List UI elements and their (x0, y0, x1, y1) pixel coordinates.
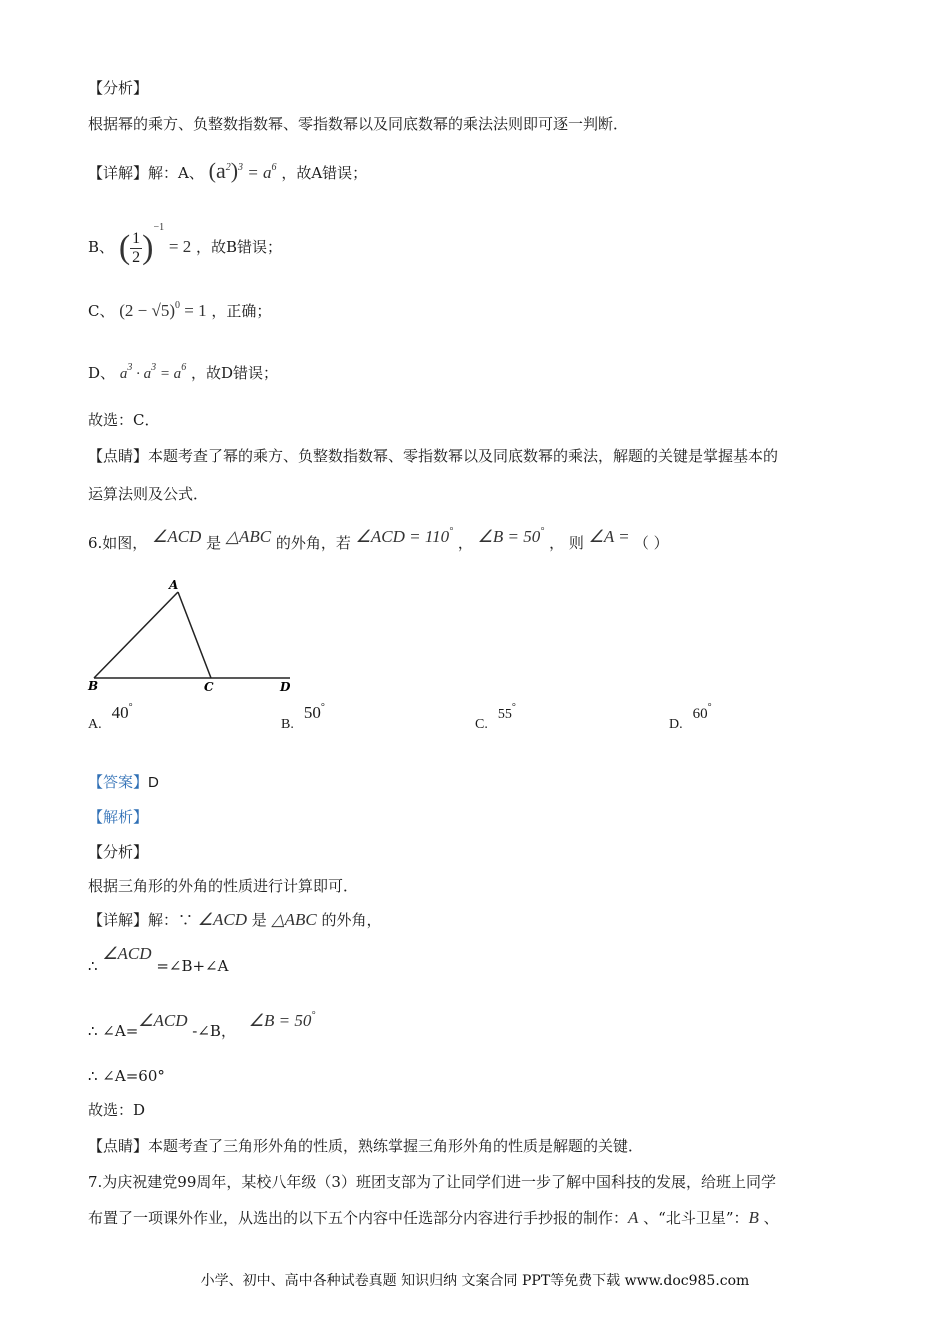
q6-detail-abc: △ABC (271, 910, 317, 929)
step2-b-value: ∠B = 50° (248, 1010, 316, 1030)
q7-option-a: A (628, 1208, 639, 1227)
detail-prefix: 【详解】解：A、 (88, 164, 204, 182)
label-b: B (88, 679, 99, 693)
q6-step-3: ∴ ∠A=60° (88, 1067, 165, 1085)
a-tail: ，故A错误； (281, 164, 368, 182)
q6-detail-mid: 是 (247, 911, 272, 929)
q6-comma: ， (457, 534, 478, 552)
q7-line2-end: 、 (758, 1209, 779, 1227)
detail-line-c (88, 296, 271, 321)
q6-angle-a-ask: ∠A = (588, 527, 634, 546)
question-6-stem (88, 528, 669, 553)
q7-line2-text: 布置了一项课外作业，从选出的以下五个内容中任选部分内容进行手抄报的制作： (88, 1209, 629, 1227)
option-d[interactable] (669, 702, 712, 733)
q6-text-is: 是 (206, 534, 226, 552)
b-tail: ，故B错误； (196, 238, 283, 256)
detail-line-a (88, 158, 367, 183)
q6-choice: 故选：D (88, 1101, 146, 1119)
explanation-tag: 【解析】 (88, 808, 149, 826)
b-prefix: B、 (88, 238, 115, 256)
d-prefix: D、 (88, 364, 116, 382)
q7-line2-mid: 、“北斗卫星”： (638, 1209, 749, 1227)
q6-text-if: 的外角，若 (275, 534, 356, 552)
option-b-value: 50° (303, 702, 325, 722)
q6-angle-acd: ∠ACD (152, 527, 202, 546)
choice-c: 故选：C． (88, 411, 160, 429)
q6-analysis-text: 根据三角形的外角的性质进行计算即可． (88, 877, 359, 895)
q7-option-b: B (748, 1208, 759, 1227)
option-b-label: B. (281, 717, 294, 732)
option-b[interactable] (281, 702, 325, 733)
option-c[interactable] (475, 702, 516, 733)
option-d-value: 60° (692, 702, 712, 722)
d-tail: ，故D错误； (190, 364, 278, 382)
q6-detail-acd: ∠ACD (197, 910, 248, 929)
step1-acd: ∠ACD (102, 944, 152, 963)
q6-detail-line (88, 910, 382, 930)
side-ac (178, 592, 211, 678)
analysis-text: 根据幂的乘方、负整数指数幂、零指数幂以及同底数幂的乘法法则即可逐一判断． (88, 115, 629, 133)
option-a[interactable] (88, 702, 133, 733)
option-a-label: A. (88, 717, 102, 732)
q6-condition-1: ∠ACD = 110° (355, 526, 454, 546)
b-open-paren: ( (118, 229, 131, 266)
q6-step-1 (88, 944, 229, 976)
q6-text-then: ， 则 (549, 534, 589, 552)
b-close-paren: ) (142, 229, 154, 266)
answer-value: D (148, 774, 159, 791)
option-d-label: D. (669, 717, 683, 732)
step1-tail: =∠B+∠A (151, 957, 229, 975)
label-d: D (280, 680, 291, 694)
side-ab (94, 592, 178, 678)
b-fraction: $\frac{1}{2}$ (132, 229, 141, 266)
question-7-line-2 (88, 1208, 779, 1228)
q6-detail-prefix: 【详解】解：∵ (88, 911, 198, 929)
math-a-expr: $(a^2)^3 = a^6$ (208, 158, 277, 183)
c-tail: ，正确； (211, 302, 272, 320)
therefore-2: ∴ ∠A= (88, 1022, 139, 1040)
q6-analysis-heading: 【分析】 (88, 843, 149, 861)
option-c-value: 55° (497, 702, 516, 722)
answer-line (88, 772, 159, 793)
detail-line-b (88, 218, 282, 267)
q6-condition-2: ∠B = 50° (477, 526, 545, 546)
q6-step-2 (88, 1010, 316, 1041)
q6-answer-paren: （ ） (633, 534, 669, 552)
detail-line-d (88, 358, 278, 384)
b-exponent: −1 (153, 222, 165, 233)
label-a: A (169, 578, 179, 592)
q6-detail-tail: 的外角， (316, 911, 382, 929)
page-footer: 小学、初中、高中各种试卷真题 知识归纳 文案合同 PPT等免费下载 www.doc985.com (200, 1273, 750, 1289)
b-equals: = 2 (168, 237, 192, 256)
option-c-label: C. (475, 717, 488, 732)
q6-number: 6.如图， (88, 534, 148, 552)
label-c: C (204, 680, 214, 694)
math-c-expr: $(2 - √5)^0 = 1$ (119, 300, 207, 320)
c-prefix: C、 (88, 302, 115, 320)
comment-line-1: 【点睛】本题考查了幂的乘方、负整数指数幂、零指数幂以及同底数幂的乘法，解题的关键是掌握基本的 (88, 447, 779, 465)
step2-mid: -∠B， (187, 1022, 236, 1040)
question-7-line-1: 7.为庆祝建党99周年，某校八年级（3）班团支部为了让同学们进一步了解中国科技的发展，给班上同学 (88, 1173, 776, 1191)
math-d-expr: $a^3 \cdot a^3 = a^6$ (119, 362, 187, 382)
option-a-value: 40° (111, 702, 133, 722)
analysis-heading: 【分析】 (88, 79, 149, 97)
answer-tag: 【答案】 (88, 773, 149, 791)
q6-triangle-abc: △ABC (225, 527, 272, 546)
step2-acd: ∠ACD (138, 1011, 188, 1030)
therefore-1: ∴ (88, 957, 103, 975)
q6-comment: 【点睛】本题考查了三角形外角的性质，熟练掌握三角形外角的性质是解题的关键． (88, 1137, 644, 1155)
comment-line-2: 运算法则及公式． (88, 485, 209, 503)
triangle-figure (84, 576, 304, 696)
